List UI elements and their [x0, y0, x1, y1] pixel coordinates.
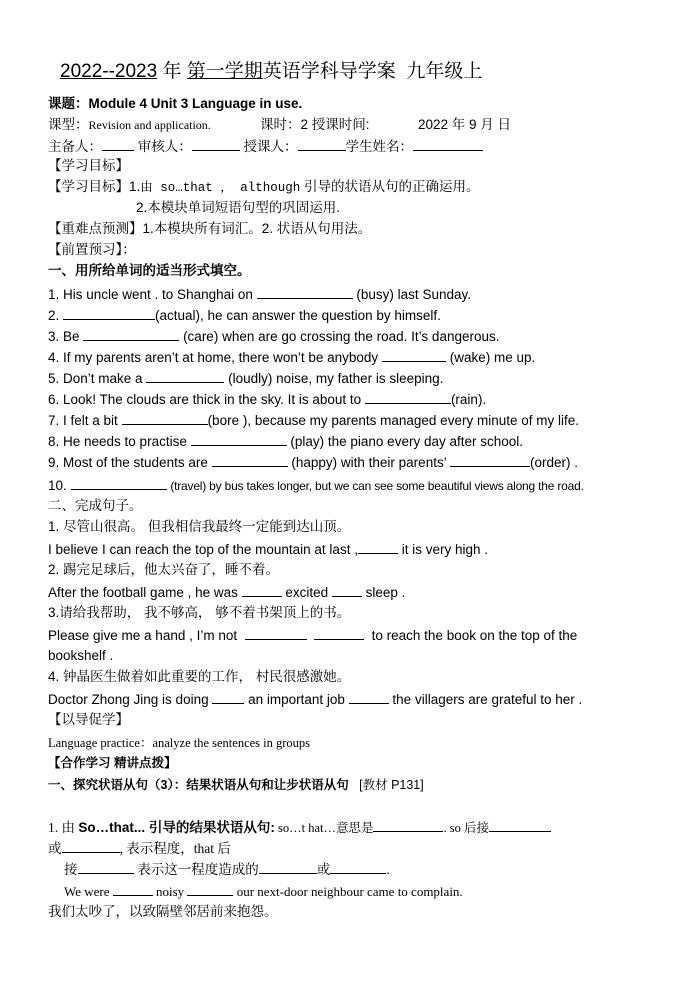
q3-english-cont: bookshelf . — [48, 648, 114, 663]
answer-blank[interactable] — [78, 860, 134, 874]
answer-blank[interactable] — [450, 453, 530, 467]
answer-blank[interactable] — [332, 583, 362, 597]
title-semester: 第一学期 — [186, 61, 263, 82]
lesson-people-line: 主备人： 审核人： 授课人： 学生姓名： — [48, 137, 483, 156]
part1-heading: 一、用所给单词的适当形式填空。 — [48, 263, 251, 278]
page-title — [60, 60, 482, 84]
exercise-item: 3. Be (care) when are go crossing the road. It’s dangerous. — [48, 329, 500, 344]
answer-blank[interactable] — [330, 860, 386, 874]
q1-chinese: 1. 尽管山很高。 但我相信我最终一定能到达山顶。 — [48, 519, 351, 534]
answer-blank[interactable] — [113, 882, 153, 896]
explain-line-2: 或 , 表示程度，that 后 — [48, 841, 231, 856]
answer-blank[interactable] — [63, 306, 155, 320]
answer-blank[interactable] — [191, 432, 287, 446]
example-chinese: 我们太吵了，以致隔壁邻居前来抱怨。 — [48, 904, 278, 919]
answer-blank[interactable] — [257, 285, 353, 299]
title-nian: 年 — [157, 61, 187, 82]
answer-blank[interactable] — [122, 411, 208, 425]
answer-blank[interactable] — [489, 818, 551, 832]
answer-blank[interactable] — [365, 390, 451, 404]
exercise-item: 10. (travel) by bus takes longer, but we can see some beautiful views along the road. — [48, 478, 584, 493]
blank[interactable] — [413, 137, 483, 151]
exercise-item: 9. Most of the students are (happy) with their parents’ (order) . — [48, 455, 578, 470]
answer-blank[interactable] — [187, 882, 233, 896]
example-english: We were noisy our next-door neighbour came to complain. — [64, 884, 463, 899]
exercise-item: 4. If my parents aren’t at home, there won’t be anybody (wake) me up. — [48, 350, 536, 365]
textbook-ref: [教材 P131] — [359, 778, 424, 792]
answer-blank[interactable] — [62, 839, 120, 853]
answer-blank[interactable] — [242, 583, 282, 597]
objective-1: 【学习目标】1.由 so…that ， although 引导的状语从句的正确运用。 — [48, 179, 480, 195]
q4-chinese: 4. 钟晶医生做着如此重要的工作， 村民很感激她。 — [48, 669, 351, 684]
language-practice: Language practice：analyze the sentences in groups — [48, 736, 311, 750]
q3-english: Please give me a hand , I’m not to reach the book on the top of the — [48, 628, 578, 643]
lesson-hours: 课时：2 授课时间: — [260, 117, 370, 132]
blank[interactable] — [192, 137, 240, 151]
title-subject: 英语学科导学案 — [262, 61, 396, 82]
objective-2: 2.本模块单词短语句型的巩固运用. — [136, 200, 341, 215]
exercise-item: 8. He needs to practise (play) the piano every day after school. — [48, 434, 523, 449]
answer-blank[interactable] — [146, 369, 224, 383]
q3-chinese: 3.请给我帮助， 我不够高， 够不着书架顶上的书。 — [48, 605, 351, 620]
lesson-type-line: 课型：Revision and application. 课时：2 授课时间: 2022 年 9 月 日 — [48, 117, 512, 132]
answer-blank[interactable] — [245, 626, 307, 640]
difficulty-line: 【重难点预测】1.本模块所有词汇。2. 状语从句用法。 — [48, 221, 372, 236]
answer-blank[interactable] — [358, 540, 398, 554]
q2-chinese: 2. 踢完足球后，他太兴奋了，睡不着。 — [48, 562, 280, 577]
explain-line-1: 1. 由 So…that... 引导的结果状语从句: so…t hat…意思是 . so 后接 — [48, 818, 551, 837]
preview-label: 【前置预习】： — [48, 242, 136, 257]
answer-blank[interactable] — [259, 860, 317, 874]
exercise-item: 2. (actual), he can answer the question by himself. — [48, 308, 441, 323]
answer-blank[interactable] — [373, 818, 443, 832]
title-grade: 九年级上 — [406, 61, 483, 82]
blank[interactable] — [298, 137, 346, 151]
answer-blank[interactable] — [212, 453, 288, 467]
answer-blank[interactable] — [382, 348, 446, 362]
title-years: 2022--2023 — [60, 61, 158, 82]
part2-heading: 二、完成句子。 — [48, 498, 143, 513]
answer-blank[interactable] — [71, 476, 167, 490]
exercise-item: 5. Don’t make a (loudly) noise, my father is sleeping. — [48, 371, 444, 386]
answer-blank[interactable] — [349, 690, 389, 704]
lesson-date: 2022 年 9 月 日 — [418, 117, 512, 132]
lesson-topic: Module 4 Unit 3 Language in use. — [88, 96, 303, 111]
lesson-topic-line: 课题：Module 4 Unit 3 Language in use. — [48, 96, 303, 111]
objectives-heading: 【学习目标】 — [48, 158, 129, 173]
answer-blank[interactable] — [314, 626, 364, 640]
blank[interactable] — [102, 137, 134, 151]
exercise-item: 1. His uncle went . to Shanghai on (busy) last Sunday. — [48, 287, 471, 302]
answer-blank[interactable] — [83, 327, 179, 341]
section-heading: 一、探究状语从句（3）：结果状语从句和让步状语从句 [教材 P131] — [48, 778, 424, 792]
answer-blank[interactable] — [212, 690, 244, 704]
lesson-type: Revision and application. — [88, 118, 211, 132]
guide-label: 【以导促学】 — [48, 712, 129, 727]
exercise-item: 7. I felt a bit (bore ), because my parents managed every minute of my life. — [48, 413, 579, 428]
q4-english: Doctor Zhong Jing is doing an important job the villagers are grateful to her . — [48, 692, 583, 707]
explain-line-3: 接 表示这一程度造成的 或 . — [64, 862, 391, 877]
q2-english: After the football game , he was excited sleep . — [48, 585, 406, 600]
exercise-item: 6. Look! The clouds are thick in the sky. It is about to (rain). — [48, 392, 487, 407]
coop-label: 【合作学习 精讲点拨】 — [48, 756, 177, 770]
q1-english: I believe I can reach the top of the mountain at last , it is very high . — [48, 542, 488, 557]
